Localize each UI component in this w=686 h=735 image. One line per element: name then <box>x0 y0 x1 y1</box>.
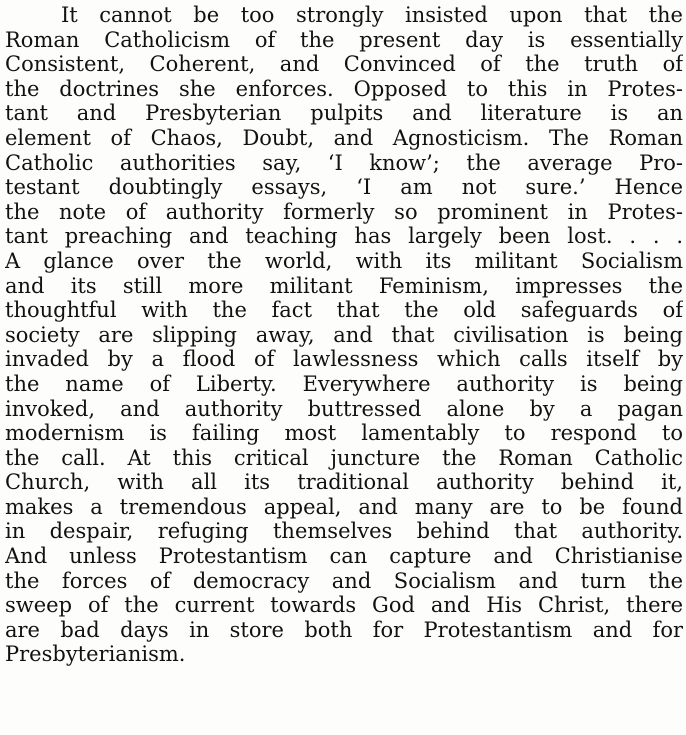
text-line: element of Chaos, Doubt, and Agnosticism. The Roman <box>5 125 683 150</box>
text-line: And unless Protestantism can capture and Christianise <box>5 544 683 569</box>
text-line: and its still more militant Feminism, impresses the <box>5 273 683 298</box>
text-line: the doctrines she enforces. Opposed to this in Protes- <box>5 76 683 101</box>
text-line: It cannot be too strongly insisted upon that the <box>61 3 683 27</box>
quoted-paragraph <box>5 3 683 667</box>
text-line: makes a tremendous appeal, and many are to be found <box>5 494 683 519</box>
text-line: the forces of democracy and Socialism and turn the <box>5 568 683 593</box>
text-line: modernism is failing most lamentably to respond to <box>5 421 683 446</box>
text-line: invoked, and authority buttressed alone by a pagan <box>5 396 683 421</box>
text-line: invaded by a flood of lawlessness which calls itself by <box>5 347 683 372</box>
text-line: Roman Catholicism of the present day is essentially <box>5 27 683 52</box>
text-line: are bad days in store both for Protestantism and for <box>5 617 683 642</box>
text-line: in despair, refuging themselves behind that authority. <box>5 519 683 544</box>
text-line: Church, with all its traditional authority behind it, <box>5 470 683 495</box>
text-line: the call. At this critical juncture the Roman Catholic <box>5 445 683 470</box>
text-line: the name of Liberty. Everywhere authority is being <box>5 371 683 396</box>
text-line: Presbyterianism. <box>5 642 186 667</box>
text-line: tant and Presbyterian pulpits and literature is an <box>5 101 683 126</box>
text-line: thoughtful with the fact that the old safeguards of <box>5 298 683 323</box>
text-line: the note of authority formerly so prominent in Protes- <box>5 199 683 224</box>
text-line: Catholic authorities say, ‘I know’; the average Pro- <box>5 150 683 175</box>
text-line: society are slipping away, and that civilisation is being <box>5 322 683 347</box>
text-line: sweep of the current towards God and His Christ, there <box>5 593 683 618</box>
text-line: Consistent, Coherent, and Convinced of the truth of <box>5 52 683 77</box>
text-line: tant preaching and teaching has largely been lost. . . . <box>5 224 683 249</box>
text-line: A glance over the world, with its militant Socialism <box>5 248 683 273</box>
text-line: testant doubtingly essays, ‘I am not sure.’ Hence <box>5 175 683 200</box>
